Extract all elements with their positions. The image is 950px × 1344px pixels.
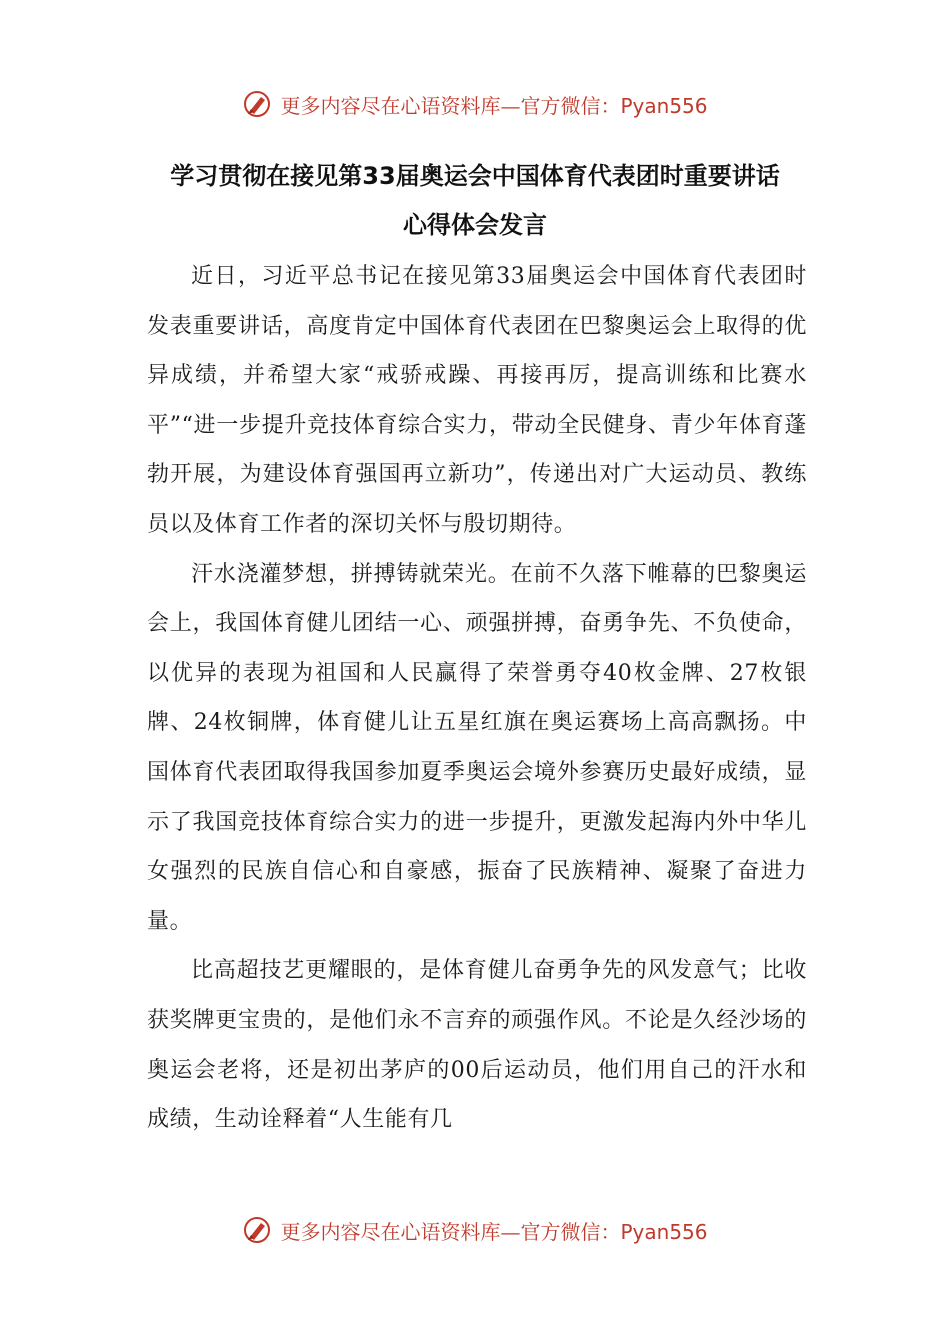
banner-library-text: 更多内容尽在心语资料库— — [280, 93, 521, 118]
paragraph-2: 汗水浇灌梦想，拼搏铸就荣光。在前不久落下帷幕的巴黎奥运会上，我国体育健儿团结一心、顽强拼搏，奋勇争先、不负使命，以优异的表现为祖国和人民赢得了荣誉勇夺40枚金牌、27枚银牌、24枚铜牌，体育健儿让五星红旗在奥运赛场上高高飘扬。中国体育代表团取得我国参加夏季奥运会境外参赛历史最好成绩，显示了我国竞技体育综合实力的进一步提升，更激发起海内外中华儿女强烈的民族自信心和自豪感，振奋了民族精神、凝聚了奋进力量。 — [147, 561, 807, 934]
banner-library-text: 更多内容尽在心语资料库— — [280, 1219, 521, 1244]
page-title-line-1: 学习贯彻在接见第33届奥运会中国体育代表团时重要讲话 — [170, 162, 780, 190]
banner-text — [280, 90, 707, 119]
paragraph-3: 比高超技艺更耀眼的，是体育健儿奋勇争先的风发意气；比收获奖牌更宝贵的，是他们永不言弃的顽强作风。不论是久经沙场的奥运会老将，还是初出茅庐的00后运动员，他们用自己的汗水和成绩，生动诠释着“人生能有几 — [147, 958, 807, 1133]
banner-text — [280, 1216, 707, 1245]
banner-wechat-id: Pyan556 — [620, 1219, 708, 1244]
banner-wechat-label: 官方微信： — [520, 1219, 621, 1244]
banner-wechat-id: Pyan556 — [620, 93, 708, 118]
banner-wechat-label: 官方微信： — [520, 93, 621, 118]
page-title-line-2: 心得体会发言 — [403, 211, 547, 239]
header-banner — [0, 84, 950, 124]
pen-nib-logo-icon — [242, 89, 272, 119]
pen-nib-logo-icon — [242, 1215, 272, 1245]
paragraph-1: 近日，习近平总书记在接见第33届奥运会中国体育代表团时发表重要讲话，高度肯定中国体育代表团在巴黎奥运会上取得的优异成绩，并希望大家“戒骄戒躁、再接再厉，提高训练和比赛水平”“进一步提升竞技体育综合实力，带动全民健身、青少年体育蓬勃开展，为建设体育强国再立新功”，传递出对广大运动员、教练员以及体育工作者的深切关怀与殷切期待。 — [147, 264, 807, 537]
footer-banner — [0, 1210, 950, 1250]
document-body — [147, 252, 807, 1145]
